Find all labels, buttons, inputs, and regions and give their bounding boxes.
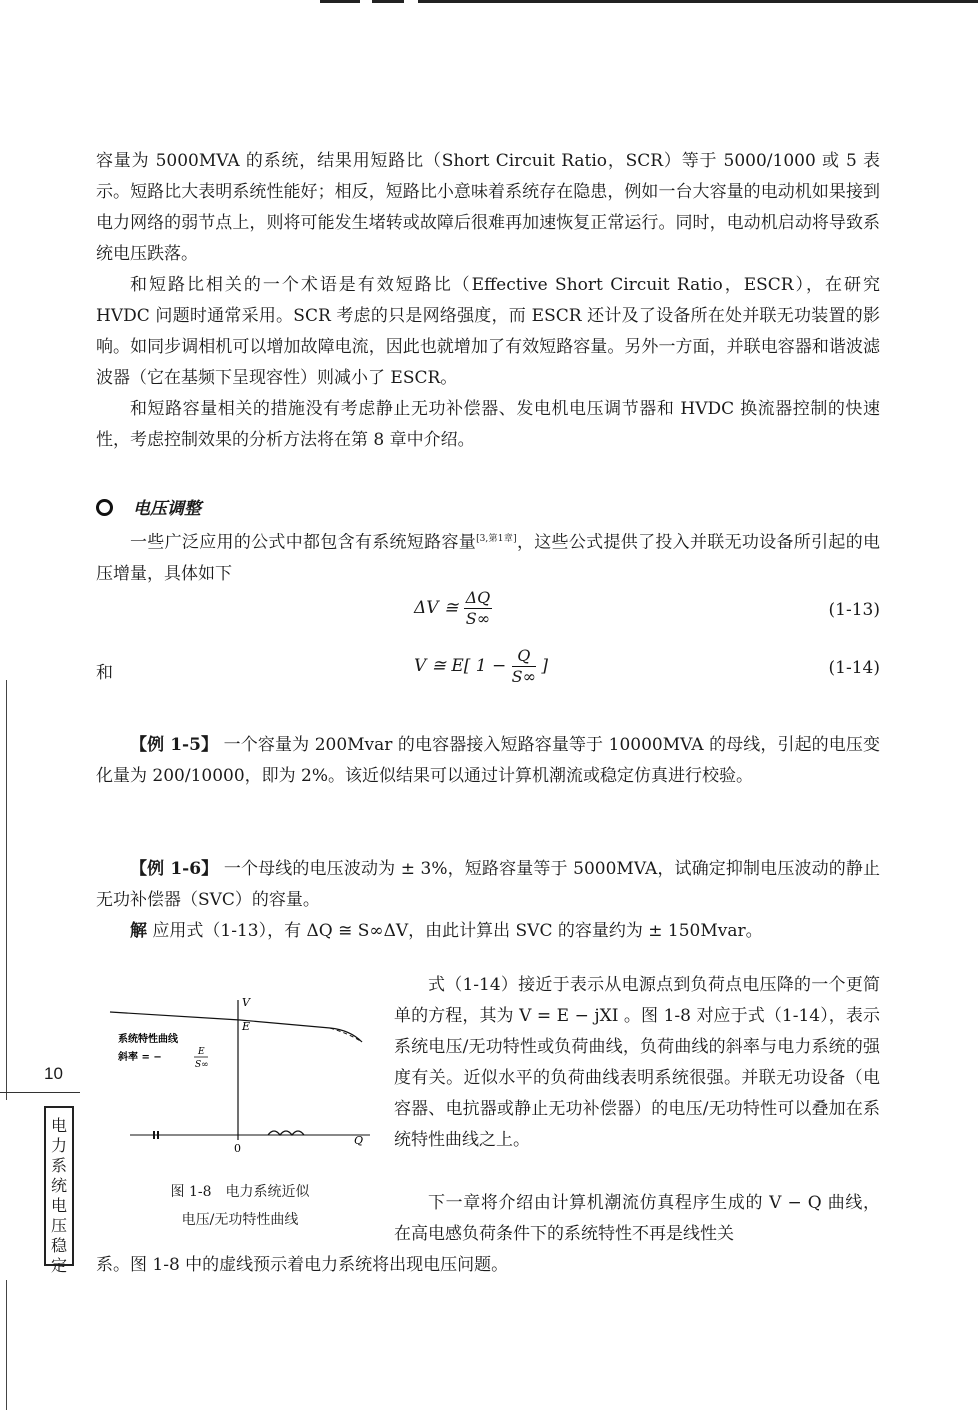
tab-char: 力 (50, 1136, 67, 1155)
equation-body (414, 646, 548, 687)
example-text: 一个容量为 200Mvar 的电容器接入短路容量等于 10000MVA 的母线，引起的电压变化量为 200/10000，即为 2%。该近似结果可以通过计算机潮流或稳定仿真进行校验。 (96, 735, 880, 786)
eq-lhs: V ≅ E[ 1 − (414, 656, 507, 676)
intro-text-a: 一些广泛应用的公式中都包含有系统短路容量 (130, 532, 477, 553)
eq-numerator: Q (512, 646, 536, 667)
eq-rhs: ] (541, 656, 548, 676)
tab-char: 统 (50, 1176, 67, 1195)
page-number: 10 (44, 1064, 63, 1083)
page-number-rule (0, 1092, 80, 1093)
citation: [3,第1章] (476, 534, 517, 544)
axis-q-label: Q (354, 1134, 364, 1147)
tab-char: 定 (50, 1256, 67, 1275)
top-rule-3 (418, 0, 978, 3)
top-rule-2 (372, 0, 404, 3)
caption-line-2: 电压/无功特性曲线 (181, 1212, 299, 1228)
closing-line: 系。图 1-8 中的虚线预示着电力系统将出现电压问题。 (96, 1255, 509, 1275)
figure-caption (140, 1178, 340, 1234)
eq-lhs: ΔV ≅ (414, 598, 459, 618)
eq-denominator: S∞ (465, 609, 491, 628)
example-text: 一个母线的电压波动为 ± 3%，短路容量等于 5000MVA，试确定抑制电压波动的静止无功补偿器（SVC）的容量。 (96, 859, 880, 910)
paragraph-control: 和短路容量相关的措施没有考虑静止无功补偿器、发电机电压调节器和 HVDC 换流器控制的快速性，考虑控制效果的分析方法将在第 8 章中介绍。 (96, 399, 880, 450)
tab-char: 压 (50, 1216, 67, 1235)
tab-char: 稳 (50, 1236, 67, 1255)
example-1-5 (96, 730, 880, 792)
inductor-symbol (268, 1131, 304, 1135)
axis-e-label: E (242, 1020, 251, 1033)
example-1-6 (96, 854, 880, 916)
tab-char: 电 (50, 1116, 67, 1135)
eq-numerator: ΔQ (465, 588, 491, 607)
intro-text-b: ，这些公式提供了投入并联无功设备所引起的电压增量，具体如下 (96, 532, 881, 584)
side-text-1: 式（1-14）接近于表示从电源点到负荷点电压降的一个更简单的方程，其为 V = E − jXI 。图 1-8 对应于式（1-14），表示系统电压/无功特性或负荷曲线，负荷曲线的斜率与电力系统的强度有关。近似水平的负荷曲线表明系统很强。并联无功设备（电容器、电抗器或静止无功补偿器）的电压/无功特性可以叠加在系统特性曲线之上。 (394, 975, 880, 1150)
equation-prefix: 和 (96, 663, 113, 683)
tab-char: 系 (50, 1156, 67, 1175)
margin-rule (6, 680, 7, 1100)
example-tag: 【例 1-6】 (130, 859, 219, 879)
solution-tag: 解 (130, 921, 147, 941)
slope-label: 斜率 = − (118, 1052, 162, 1063)
equation-1-14 (96, 646, 880, 696)
chapter-side-tab (44, 1106, 74, 1275)
axis-zero-label: 0 (234, 1142, 241, 1155)
side-paragraph-2 (394, 1188, 880, 1250)
equation-number: (1-14) (828, 658, 880, 678)
paragraph-escr: 和短路比相关的一个术语是有效短路比（Effective Short Circuit Ratio，ESCR），在研究 HVDC 问题时通常采用。SCR 考虑的只是网络强度，而 ESCR 还计及了设备所在处并联无功装置的影响。如同步调相机可以增加故障电流，因此也就增加了有效短路容量。另外一方面，并联电容器和谐波滤波器（它在基频下呈现容性）则减小了 ESCR。 (96, 275, 880, 388)
section-title: 电压调整 (133, 499, 201, 519)
slope-numerator: E (198, 1047, 205, 1057)
curve-label: 系统特性曲线 (118, 1034, 178, 1045)
caption-line-1: 图 1-8 电力系统近似 (170, 1184, 310, 1200)
axis-v-label: V (242, 996, 250, 1009)
section-heading (96, 494, 201, 519)
top-rule-1 (320, 0, 360, 3)
bullet-icon (96, 499, 113, 516)
margin-rule (6, 1280, 7, 1410)
eq-fraction (464, 588, 493, 629)
vq-characteristic-diagram (100, 980, 390, 1160)
paragraph-formula-intro (96, 524, 880, 590)
eq-denominator: S∞ (511, 667, 536, 686)
dashed-extension (330, 1028, 362, 1042)
equation-number: (1-13) (828, 600, 880, 620)
slope-denominator: S∞ (195, 1060, 209, 1070)
tab-char: 电 (50, 1196, 67, 1215)
equation-body (414, 588, 492, 629)
eq-fraction (512, 646, 536, 687)
paragraph-scr: 容量为 5000MVA 的系统，结果用短路比（Short Circuit Ratio，SCR）等于 5000/1000 或 5 表示。短路比大表明系统性能好；相反，短路比小意味着系统存在隐患，例如一台大容量的电动机如果接到电力网络的弱节点上，则将可能发生堵转或故障后很难再加速恢复正常运行。同时，电动机启动将导致系统电压跌落。 (96, 151, 880, 264)
solution-text: 应用式（1-13），有 ΔQ ≅ S∞ΔV，由此计算出 SVC 的容量约为 ± 150Mvar。 (147, 921, 763, 941)
side-text-2: 下一章将介绍由计算机潮流仿真程序生成的 V − Q 曲线，在高电感负荷条件下的系统特性不再是线性关 (394, 1193, 880, 1244)
equation-1-13 (96, 588, 880, 638)
side-paragraph-1 (394, 970, 880, 1156)
solution (96, 916, 880, 947)
example-tag: 【例 1-5】 (130, 735, 219, 755)
